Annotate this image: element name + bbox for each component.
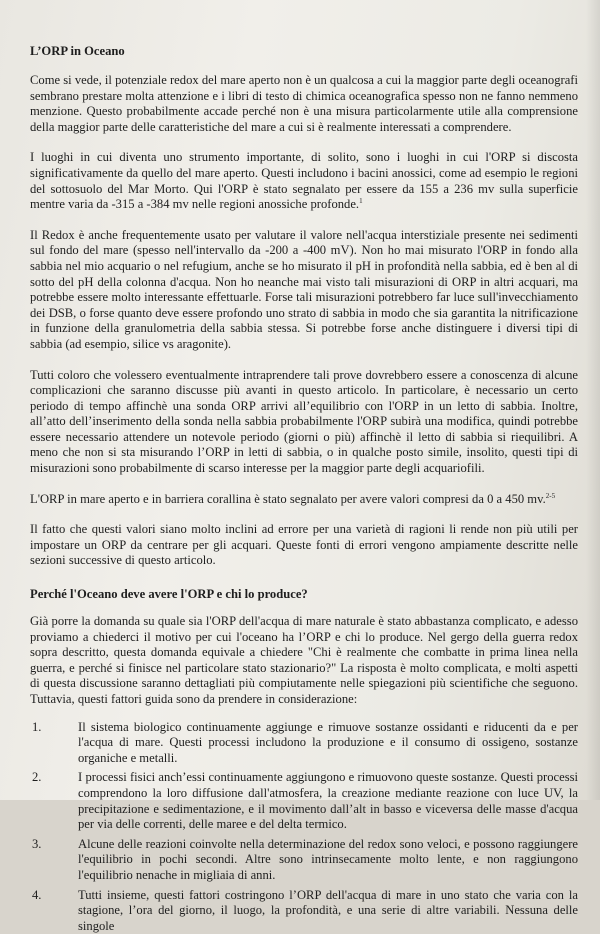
section-title-why-ocean-orp: Perché l'Oceano deve avere l'ORP e chi lo produce? <box>30 587 308 602</box>
list-item <box>30 770 578 832</box>
list-item <box>30 837 578 884</box>
list-item-number: 1. <box>32 719 42 734</box>
list-item-number: 4. <box>32 887 42 902</box>
paragraph-4: Tutti coloro che volessero eventualmente intraprendere tali prove dovrebbero essere a conoscenza di alcune complicazioni che saranno discusse più avanti in questo articolo. In particolare, è necessario un certo periodo di tempo affinchè una sonda ORP arrivi all’equilibrio con l'ORP in un letto di sabbia. Inoltre, all’atto dell’inserimento della sonda nella sabbia probabilmente l'ORP subirà una modifica, quindi potrebbe essere necessario attendere un notevole periodo (giorni o più) affinchè il letto di sabbia si riequilibri. A meno che non si sta misurando l’ORP in letti di sabbia, o in qualche posto simile, insolito, questi tipi di misurazioni sono probabilmente di scarso interesse per la maggior parte degli acquariofili. <box>30 367 578 476</box>
footnote-ref-2-5: 2-5 <box>545 491 556 500</box>
paragraph-5-text: L'ORP in mare aperto e in barriera corallina è stato segnalato per avere valori compresi da 0 a 450 mv. <box>30 491 546 506</box>
list-item-text: I processi fisici anch’essi continuamente aggiungono e rimuovono queste sostanze. Questi processi comprendono la loro diffusione dall'atmosfera, la creazione mediante reazione con luce UV, la precipitazione e sedimentazione, e il movimento dall’alt in basso e viceversa delle masse d'acqua per via delle correnti, delle maree e del delta termico. <box>78 770 578 832</box>
paragraph-6: Il fatto che questi valori siano molto inclini ad errore per una varietà di ragioni li rende non più utili per impostare un ORP da centrare per gli acquari. Queste fonti di errori vengono ampiamente descritte nelle sezioni successive di questo articolo. <box>30 522 578 568</box>
page-edge-shadow <box>586 0 600 800</box>
paragraph-2-text: I luoghi in cui diventa uno strumento importante, di solito, sono i luoghi in cui l'ORP si discosta significativamente da quello del mare aperto. Questi includono i bacini anossici, come ad esempio le regioni del sottosuolo del Mar Morto. Qui l'ORP è stato segnalato per essere da 155 a 236 mv sulla superficie mentre varia da -315 a -384 mv nelle regioni anossiche profonde. <box>30 150 578 212</box>
footnote-ref-1: 1 <box>359 196 363 205</box>
list-item-number: 2. <box>32 770 42 785</box>
list-item <box>30 888 578 934</box>
list-item-text: Tutti insieme, questi fattori costringono l’ORP dell'acqua di mare in uno stato che varia con la stagione, l’ora del giorno, il luogo, la profondità, e una serie di altre variabili. Nessuna delle singole <box>78 887 578 933</box>
factor-list <box>30 720 578 934</box>
paragraph-2 <box>30 150 578 212</box>
paragraph-3: Il Redox è anche frequentemente usato per valutare il valore nell'acqua interstiziale presente nei sedimenti sul fondo del mare (spesso nell'intervallo da -200 a -400 mV). Non ho mai misurato l'ORP in fondo alla sabbia nel mio acquario o nel refugium, anche se ho misurato il pH in profondità nella sabbia, ed è ben al di sotto del pH della colonna d'acqua. Non ho neanche mai visto tali misurazioni di ORP in altri acquari, ma potrebbe essere molto interessante effettuarle. Forse tali misurazioni potrebbero far luce sull'invecchiamento dei DSB, o forse quanto deve essere profondo uno strato di sabbia in modo che sia garantita la nitrificazione in funzione della granulometria della sabbia stessa. Si potrebbe forse anche distinguere i diversi tipi di sabbia (ad esempio, silice vs aragonite). <box>30 227 578 351</box>
list-item <box>30 720 578 767</box>
section-2-intro: Già porre la domanda su quale sia l'ORP dell'acqua di mare naturale è stato abbastanza complicato, e adesso proviamo a chiederci il motivo per cui l'oceano ha l’ORP e chi lo produce. Nel gergo della guerra redox sopra descritto, questa domanda equivale a chiedere "Chi è realmente che combatte in prima linea nella guerra, e perché si finisce nel particolare stato stazionario?" La risposta è molto complicata, e molti aspetti di questa discussione saranno dettagliati più compiutamente nelle spiegazioni più scientifiche che seguono. Tuttavia, questi fattori guida sono da prendere in considerazione: <box>30 614 578 706</box>
section-title-orp-ocean: L’ORP in Oceano <box>30 44 125 58</box>
list-item-number: 3. <box>32 836 42 851</box>
paragraph-5 <box>30 492 578 508</box>
list-item-text: Il sistema biologico continuamente aggiunge e rimuove sostanze ossidanti e riducenti da e per l'acqua di mare. Questi processi includono la produzione e il consumo di ossigeno, sostanze organiche e metalli. <box>78 719 578 765</box>
list-item-text: Alcune delle reazioni coinvolte nella determinazione del redox sono veloci, e possono raggiungere l'equilibrio in pochi secondi. Altre sono intrinsecamente molto lente, e non raggiungono l'equilibrio nenache in migliaia di anni. <box>78 836 578 882</box>
paragraph-1: Come si vede, il potenziale redox del mare aperto non è un qualcosa a cui la maggior parte degli oceanografi sembrano prestare molta attenzione e i libri di testo di chimica oceanografica spesso non ne fanno nemmeno menzione. Questo probabilmente accade perché non è una misura particolarmente utile alla comprensione della maggior parte delle caratteristiche del mare a cui si è realmente interessati a comprendere. <box>30 73 578 134</box>
